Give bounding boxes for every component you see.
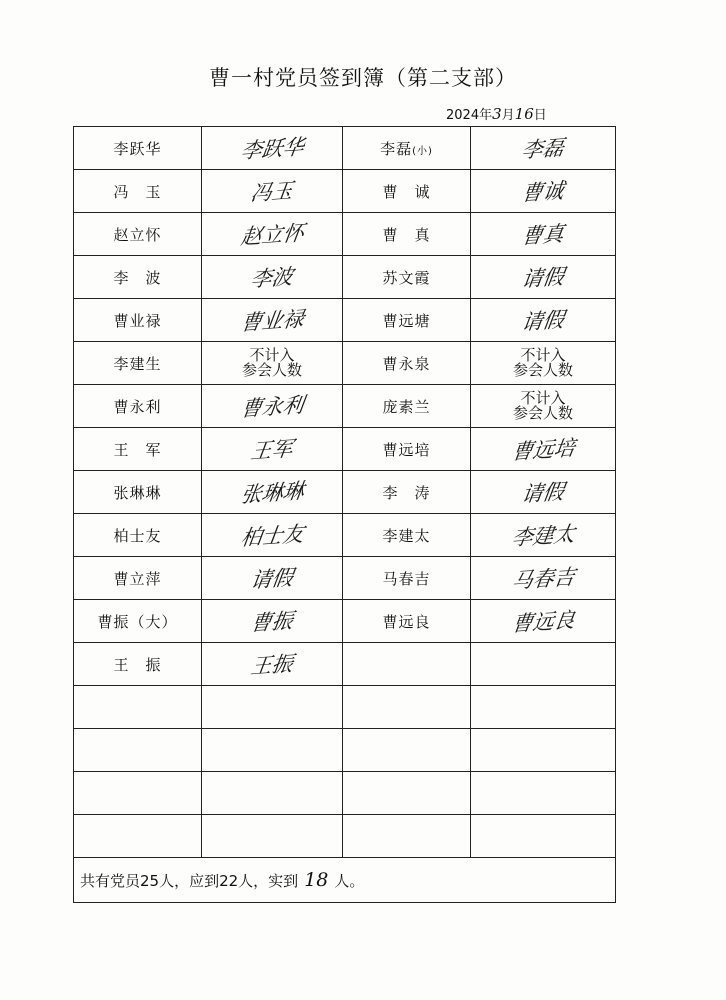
empty-cell <box>343 815 471 858</box>
member-name: 王 振 <box>74 643 202 686</box>
empty-cell <box>471 815 616 858</box>
signature-cell <box>202 299 343 342</box>
summary-suffix: 人。 <box>334 872 365 890</box>
empty-cell <box>343 772 471 815</box>
signature-cell <box>202 557 343 600</box>
empty-cell <box>471 686 616 729</box>
summary-row <box>74 858 616 903</box>
member-name <box>343 127 471 170</box>
note-line: 参会人数 <box>241 361 302 379</box>
not-counted-note <box>471 385 616 428</box>
member-name: 柏士友 <box>74 514 202 557</box>
signature-cell <box>471 170 616 213</box>
table-row <box>74 256 616 299</box>
member-name: 苏文霞 <box>343 256 471 299</box>
table-row <box>74 557 616 600</box>
table-row <box>74 514 616 557</box>
signature-cell <box>471 127 616 170</box>
table-row <box>74 385 616 428</box>
page-title: 曹一村党员签到簿（第二支部） <box>209 66 517 90</box>
member-name: 曹永泉 <box>343 342 471 385</box>
member-name: 李 涛 <box>343 471 471 514</box>
empty-cell <box>202 772 343 815</box>
member-name: 曹远良 <box>343 600 471 643</box>
member-name: 曹立萍 <box>74 557 202 600</box>
table-row <box>74 643 616 686</box>
member-name: 曹业禄 <box>74 299 202 342</box>
signature-cell <box>202 213 343 256</box>
signature-cell <box>471 600 616 643</box>
handwritten-leave-note: 请假 <box>520 264 566 292</box>
not-counted-note <box>202 342 343 385</box>
handwritten-signature: 李建太 <box>509 521 576 551</box>
empty-row <box>74 815 616 858</box>
signature-cell <box>471 428 616 471</box>
signature-cell <box>202 428 343 471</box>
handwritten-signature: 张琳琳 <box>238 478 305 508</box>
handwritten-leave-note: 请假 <box>520 479 566 507</box>
attendance-table <box>73 126 616 903</box>
empty-cell <box>202 815 343 858</box>
handwritten-signature: 李波 <box>249 264 295 292</box>
handwritten-signature: 李磊 <box>520 135 566 163</box>
table-row <box>74 127 616 170</box>
note-line: 不计入 <box>249 346 295 364</box>
handwritten-signature: 赵立怀 <box>238 220 305 250</box>
signature-cell <box>202 385 343 428</box>
member-name: 马春吉 <box>343 557 471 600</box>
member-name: 张琳琳 <box>74 471 202 514</box>
note-line: 参会人数 <box>512 361 573 379</box>
handwritten-leave-note: 请假 <box>249 565 295 593</box>
handwritten-signature: 柏士友 <box>238 521 305 551</box>
handwritten-signature: 曹远良 <box>509 607 576 637</box>
empty-cell <box>471 643 616 686</box>
handwritten-signature: 李跃华 <box>238 134 305 164</box>
note-line: 不计入 <box>520 389 566 407</box>
signature-cell <box>471 471 616 514</box>
member-name: 曹 诚 <box>343 170 471 213</box>
table-row <box>74 428 616 471</box>
signature-cell <box>202 170 343 213</box>
empty-row <box>74 686 616 729</box>
member-name: 曹永利 <box>74 385 202 428</box>
note-line: 参会人数 <box>512 404 573 422</box>
member-name-text: 李磊 <box>380 139 413 158</box>
handwritten-signature: 曹永利 <box>238 392 305 422</box>
not-counted-note <box>471 342 616 385</box>
member-name: 李 波 <box>74 256 202 299</box>
member-name: 赵立怀 <box>74 213 202 256</box>
signature-cell <box>202 514 343 557</box>
empty-cell <box>202 686 343 729</box>
member-name: 王 军 <box>74 428 202 471</box>
empty-cell <box>74 772 202 815</box>
handwritten-signature: 王军 <box>249 436 295 464</box>
signature-cell <box>471 256 616 299</box>
table-row <box>74 213 616 256</box>
table-row <box>74 342 616 385</box>
empty-row <box>74 729 616 772</box>
member-name: 曹振（大） <box>74 600 202 643</box>
member-name: 李建太 <box>343 514 471 557</box>
handwritten-signature: 曹诚 <box>520 178 566 206</box>
handwritten-signature: 曹振 <box>249 608 295 636</box>
empty-cell <box>471 772 616 815</box>
signature-cell <box>202 600 343 643</box>
table-row <box>74 600 616 643</box>
handwritten-signature: 冯玉 <box>249 178 295 206</box>
table-row <box>74 170 616 213</box>
signature-cell <box>471 557 616 600</box>
date-day-suffix: 日 <box>533 108 547 123</box>
empty-cell <box>343 686 471 729</box>
note-line: 不计入 <box>520 346 566 364</box>
table-row <box>74 299 616 342</box>
member-name: 冯 玉 <box>74 170 202 213</box>
handwritten-leave-note: 请假 <box>520 307 566 335</box>
handwritten-signature: 王振 <box>249 651 295 679</box>
empty-cell <box>74 729 202 772</box>
member-name: 庞素兰 <box>343 385 471 428</box>
signature-cell <box>202 643 343 686</box>
signature-cell <box>202 127 343 170</box>
member-name: 李建生 <box>74 342 202 385</box>
empty-row <box>74 772 616 815</box>
handwritten-actual-count: 18 <box>304 869 329 891</box>
table-row <box>74 471 616 514</box>
member-name: 李跃华 <box>74 127 202 170</box>
signature-cell <box>202 471 343 514</box>
empty-cell <box>471 729 616 772</box>
signature-cell <box>471 213 616 256</box>
signature-cell <box>471 514 616 557</box>
member-name: 曹远培 <box>343 428 471 471</box>
signature-cell <box>202 256 343 299</box>
handwritten-signature: 马春吉 <box>509 564 576 594</box>
signature-cell <box>471 299 616 342</box>
date-year: 2024年 <box>446 108 493 123</box>
member-name: 曹 真 <box>343 213 471 256</box>
name-note: (小) <box>412 145 433 157</box>
empty-cell <box>202 729 343 772</box>
date-month: 3 <box>492 105 502 123</box>
empty-cell <box>343 643 471 686</box>
empty-cell <box>74 686 202 729</box>
handwritten-signature: 曹业禄 <box>238 306 305 336</box>
handwritten-signature: 曹远培 <box>509 435 576 465</box>
date-day: 16 <box>514 105 534 123</box>
handwritten-signature: 曹真 <box>520 221 566 249</box>
empty-cell <box>343 729 471 772</box>
member-name: 曹远塘 <box>343 299 471 342</box>
sign-in-date <box>446 104 547 123</box>
date-month-suffix: 月 <box>501 108 515 123</box>
summary-text: 共有党员25人，应到22人，实到 <box>80 872 299 890</box>
attendance-summary <box>74 858 616 903</box>
empty-cell <box>74 815 202 858</box>
